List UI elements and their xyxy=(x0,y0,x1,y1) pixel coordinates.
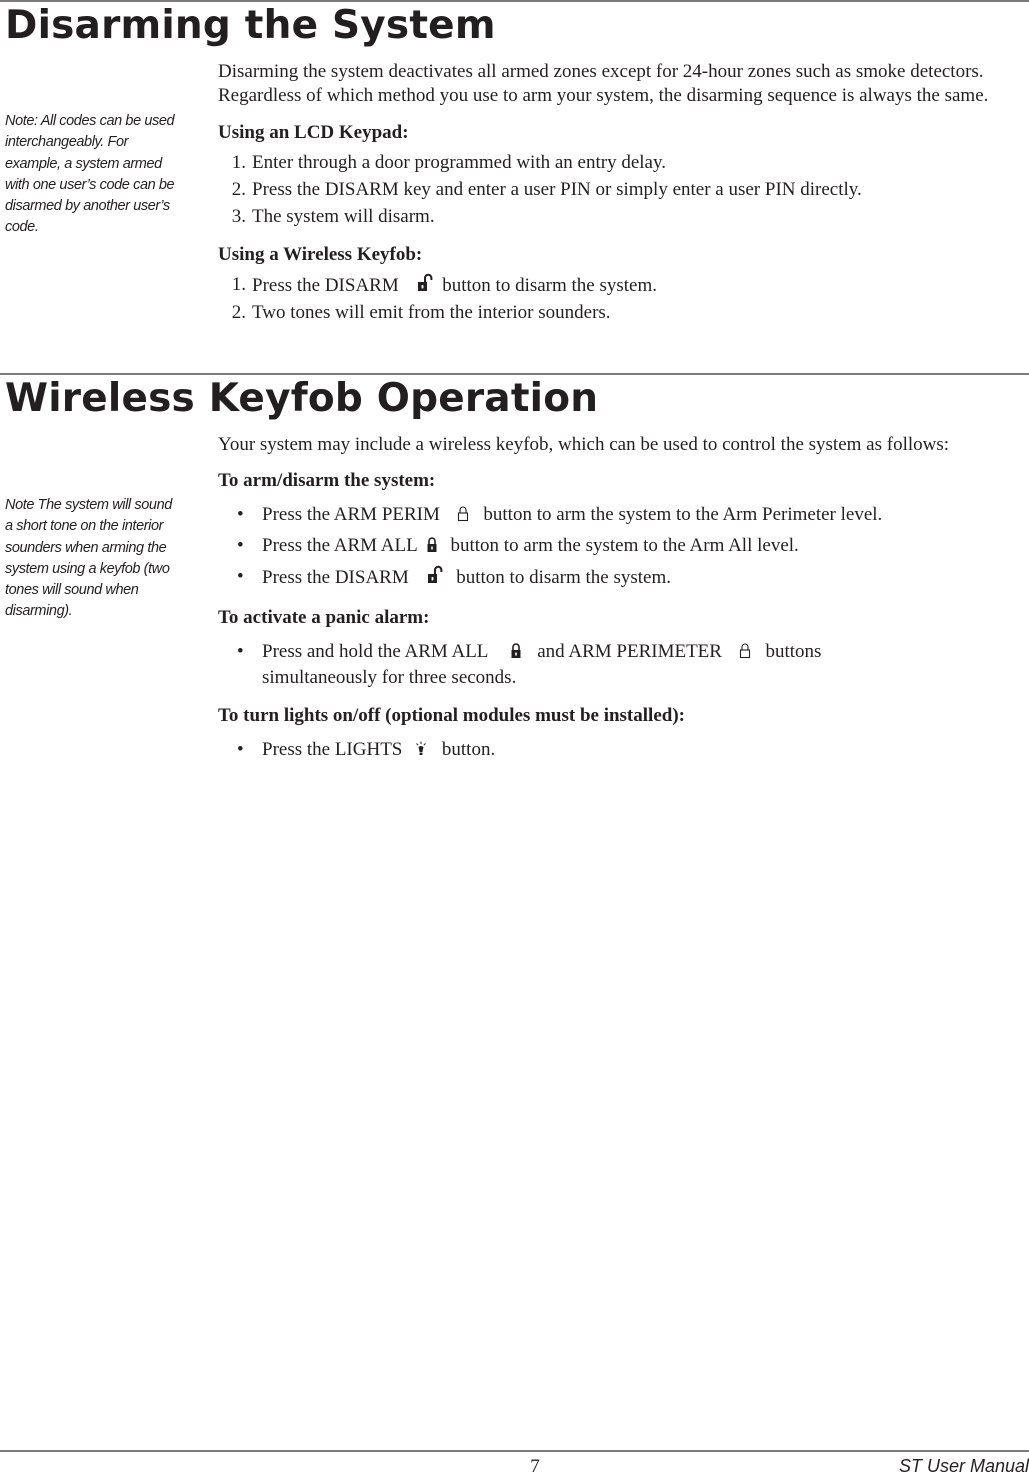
bullet-text-after: buttons xyxy=(765,641,822,662)
step-text-after: button to disarm the system. xyxy=(442,275,658,296)
bullet-glyph: • xyxy=(237,641,244,662)
list-item xyxy=(218,273,1018,301)
bullet-glyph: • xyxy=(237,504,244,525)
filled-padlock-icon xyxy=(426,536,438,560)
light-bulb-icon xyxy=(415,740,427,764)
bullet-text-continued: simultaneously for three seconds. xyxy=(262,667,517,688)
bullet-text-after: button to arm the system to the Arm All level. xyxy=(450,535,799,556)
section-body-disarming xyxy=(218,60,1018,328)
list-item xyxy=(218,640,1018,690)
step-number: 1. xyxy=(231,152,246,173)
list-item xyxy=(218,178,1018,205)
list-item xyxy=(218,534,1018,565)
intro-paragraph: Your system may include a wireless keyfob, which can be used to control the system as follows: xyxy=(218,434,950,455)
margin-note-keyfob-tones: Note The system will sound a short tone on the interior sounders when arming the system using a keyfob (two tones will sound when disarming). xyxy=(5,497,172,620)
lcd-steps-list xyxy=(218,151,1018,232)
list-item xyxy=(218,738,1018,764)
step-number: 3. xyxy=(231,206,246,227)
section-title-keyfob-operation: Wireless Keyfob Operation xyxy=(5,376,599,421)
list-item xyxy=(218,565,1018,596)
subheading-panic-alarm: To activate a panic alarm: xyxy=(218,607,430,628)
step-text: Two tones will emit from the interior sounders. xyxy=(252,302,611,323)
bullet-glyph: • xyxy=(237,739,244,760)
step-number: 2. xyxy=(231,302,246,323)
step-text xyxy=(246,273,657,301)
keyfob-steps-list xyxy=(218,273,1018,328)
bullet-text xyxy=(262,534,1018,565)
manual-title: ST User Manual xyxy=(898,1456,1029,1476)
unlocked-padlock-icon xyxy=(417,273,433,300)
list-item xyxy=(218,503,1018,534)
subheading-wireless-keyfob: Using a Wireless Keyfob: xyxy=(218,244,423,265)
bullet-text-before: Press the DISARM xyxy=(262,567,409,588)
lights-bullets xyxy=(218,738,1018,764)
step-text: Press the DISARM key and enter a user PIN or simply enter a user PIN directly. xyxy=(252,179,862,200)
bullet-text-before: Press the LIGHTS xyxy=(262,739,403,760)
bullet-text xyxy=(262,503,1018,534)
outline-padlock-icon xyxy=(457,505,469,529)
step-text-before: Press the DISARM xyxy=(252,275,399,296)
bullet-text-before: Press and hold the ARM ALL xyxy=(262,641,488,662)
arm-disarm-bullets xyxy=(218,503,1018,596)
subheading-lcd-keypad: Using an LCD Keypad: xyxy=(218,122,409,143)
bullet-text xyxy=(262,738,1018,764)
unlocked-padlock-icon xyxy=(427,565,443,592)
step-number: 1. xyxy=(231,274,246,295)
footer-rule xyxy=(0,1450,1029,1452)
subheading-arm-disarm: To arm/disarm the system: xyxy=(218,470,436,491)
list-item xyxy=(218,205,1018,232)
filled-padlock-icon xyxy=(510,642,522,666)
panic-bullets xyxy=(218,640,1018,690)
bullet-text-after: button. xyxy=(441,739,496,760)
subheading-lights: To turn lights on/off (optional modules must be installed): xyxy=(218,705,685,726)
section-body-keyfob-operation xyxy=(218,433,1018,764)
list-item xyxy=(218,151,1018,178)
list-item xyxy=(218,301,1018,328)
page-number: 7 xyxy=(530,1456,540,1477)
bullet-text-after: button to arm the system to the Arm Perimeter level. xyxy=(483,504,883,525)
bullet-text xyxy=(262,640,1018,690)
bullet-glyph: • xyxy=(237,566,244,587)
outline-padlock-icon xyxy=(739,642,751,666)
bullet-text xyxy=(262,565,1018,596)
bullet-text-after: button to disarm the system. xyxy=(456,567,672,588)
section-title-disarming: Disarming the System xyxy=(5,3,496,48)
step-text: Enter through a door programmed with an entry delay. xyxy=(252,152,667,173)
margin-note-codes: Note: All codes can be used interchangeably. For example, a system armed with one user’s code can be disarmed by another user’s code. xyxy=(5,113,175,236)
bullet-text-middle: and ARM PERIMETER xyxy=(537,641,722,662)
step-number: 2. xyxy=(231,179,246,200)
intro-paragraph: Disarming the system deactivates all armed zones except for 24-hour zones such as smoke detectors. Regardless of which method you use to arm your system, the disarming sequence is always the same. xyxy=(218,61,989,106)
bullet-text-before: Press the ARM PERIM xyxy=(262,504,440,525)
step-text: The system will disarm. xyxy=(252,206,435,227)
bullet-text-before: Press the ARM ALL xyxy=(262,535,417,556)
bullet-glyph: • xyxy=(237,535,244,556)
